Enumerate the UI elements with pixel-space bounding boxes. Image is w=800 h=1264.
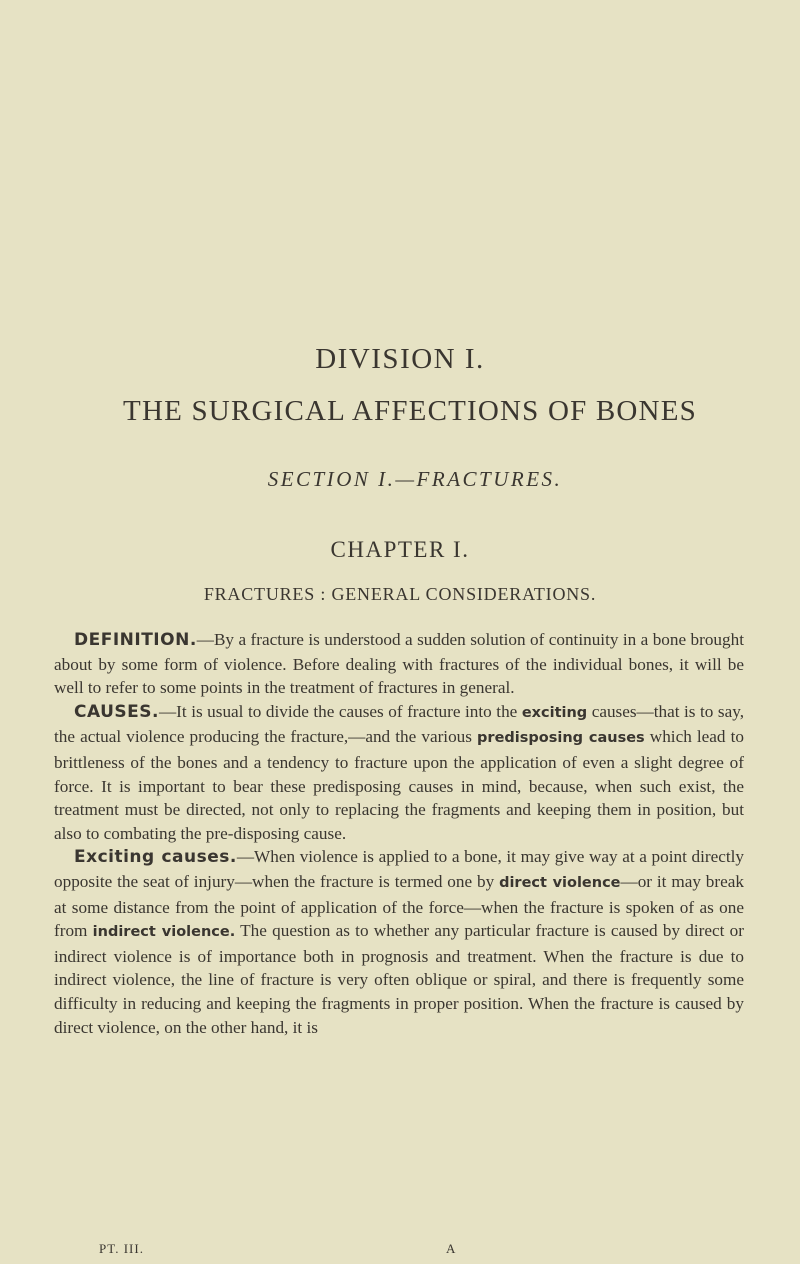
predisposing-term: predisposing causes [477,730,645,747]
chapter-title: FRACTURES : GENERAL CONSIDERATIONS. [203,584,597,604]
exciting-term: exciting [521,704,588,721]
section-heading: SECTION I.—FRACTURES. [267,467,563,491]
division-heading: DIVISION I. [315,343,485,375]
definition-text: —By a fracture is understood a sudden solution of continuity in a bone brought about by some form of violence. Before dealing with fractures of the individual bones, it will be well to refer to some points in the treatment of fractures in general. [54,630,744,698]
page-footer [99,1241,699,1257]
exciting-paragraph [54,845,744,1039]
part-number: PT. III. [99,1241,144,1256]
causes-heading: CAUSES. [74,701,159,722]
causes-text-3: which lead to brittleness of the bones and a tendency to fracture upon the application of even a slight degree of force. It is important to bear these predisposing causes in mind, because, when such exist, the treatment must be directed, not only to replacing the fragments and keeping them in position, but also to combating the pre-disposing cause. [54,727,744,843]
exciting-text-3: The question as to whether any particular fracture is caused by direct or indirect violence is of importance both in prognosis and treatment. When the fracture is due to indirect violence, the line of fracture is very often oblique or spiral, and there is frequently some difficulty in reducing and keeping the fragments in proper position. When the fracture is caused by direct violence, on the other hand, it is [54,921,744,1037]
book-title: THE SURGICAL AFFECTIONS OF BONES [123,395,697,427]
indirect-violence-term: indirect violence. [92,924,236,941]
causes-text-2: causes—that is to say, the actual violence producing the fracture,—and the various [54,701,744,747]
signature-mark: A [446,1241,457,1256]
causes-paragraph [54,700,744,846]
direct-violence-term: direct violence [499,874,621,891]
chapter-heading: CHAPTER I. [330,537,470,562]
definition-heading: DEFINITION. [74,630,197,650]
exciting-heading: Exciting causes. [74,847,237,868]
definition-paragraph [54,628,744,700]
exciting-text-2: —or it may break at some distance from the point of application of the force—when the fracture is spoken of as one from [54,871,744,941]
causes-text-1: —It is usual to divide the causes of fracture into the [158,701,522,721]
exciting-text-1: —When violence is applied to a bone, it may give way at a point directly opposite the seat of injury—when the fracture is termed one by [54,847,744,891]
body-text [54,628,744,1039]
